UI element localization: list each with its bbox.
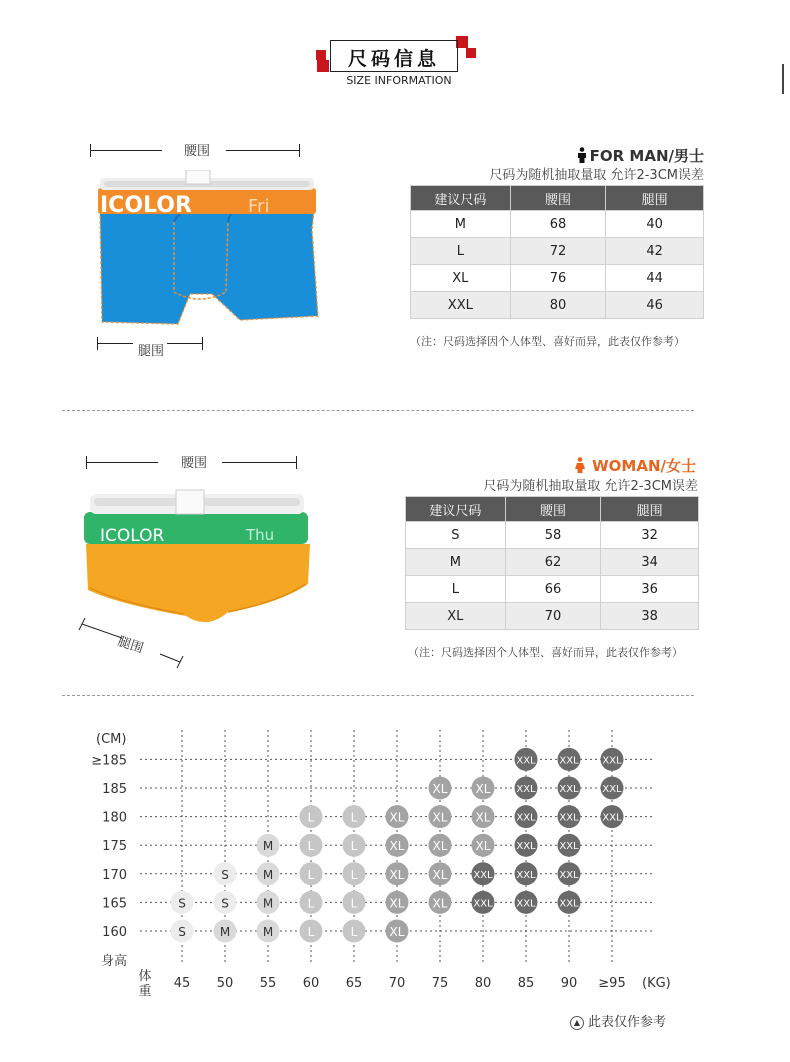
x-tick-label: 55 [259,976,277,991]
col-header-leg: 腿围 [606,186,704,211]
size-dot-label: S [221,896,229,911]
y-axis-label: 身高 [101,954,128,969]
divider [62,410,694,411]
size-dot-label: XL [389,867,405,882]
leg-label: 腿围 [115,634,146,657]
women-heading-text: WOMAN/女士 [592,457,696,475]
table-row [406,603,699,630]
size-dot-label: L [350,925,358,939]
cell-leg: 34 [601,549,699,576]
x-tick-label: 65 [345,976,363,991]
men-note: 尺码为随机抽取量取 允许2-3CM误差 [489,168,704,183]
size-dot-label: XXL [559,784,579,795]
size-dot-label: XL [475,782,491,796]
size-dot-label: XL [432,782,448,796]
y-tick-label: 180 [102,810,127,826]
women-size-table [405,496,699,630]
size-dot-label: M [219,925,231,939]
size-dot-label: XXL [559,898,579,910]
leg-label: 腿围 [138,344,165,359]
decor-square [317,60,329,72]
size-dot-label: XXL [516,812,536,824]
women-footnote: （注：尺码选择因个人体型、喜好而异，此表仅作参考） [408,646,683,659]
size-dot-label: XL [475,839,491,854]
men-boxer-image [90,170,326,330]
cell-size: M [411,211,511,238]
table-row [411,211,704,238]
size-dot-label: L [307,925,315,939]
size-dot-label: L [350,896,358,911]
x-unit-label: (KG) [642,976,671,991]
cell-leg: 32 [601,522,699,549]
size-dot-label: XXL [516,869,536,881]
size-dot-label: XL [475,810,491,825]
x-tick-label: 70 [388,976,406,991]
reference-note-text: 此表仅作参考 [588,1015,667,1030]
x-tick-label: ≥95 [598,976,626,991]
cell-waist: 72 [510,238,606,265]
x-tick-label: 75 [431,976,449,991]
table-row [406,522,699,549]
size-dot-label: XL [432,896,448,911]
size-dot-label: L [350,867,358,882]
cell-leg: 46 [606,292,704,319]
women-brand-text: ICOLOR [100,526,165,546]
divider [62,695,694,696]
size-dot-label: XXL [602,755,622,767]
x-axis-label: 体 [138,969,152,984]
reference-note [570,1011,666,1030]
size-chart [0,720,790,1010]
table-row [406,549,699,576]
col-header-waist: 腰围 [505,497,601,522]
size-dot-label: XL [389,925,405,939]
x-axis-label: 重 [138,984,152,999]
x-tick-label: 90 [560,976,578,991]
col-header-size: 建议尺码 [406,497,506,522]
col-header-size: 建议尺码 [411,186,511,211]
x-tick-label: 60 [302,976,320,991]
size-dot-label: XXL [602,784,622,795]
y-tick-label: 170 [102,867,127,883]
cell-waist: 70 [505,603,601,630]
x-tick-label: 45 [173,976,191,991]
table-row [411,238,704,265]
cell-leg: 36 [601,576,699,603]
table-row [411,292,704,319]
size-dot-label: XXL [516,784,536,795]
decor-square [466,48,476,58]
size-dot-label: L [307,810,315,825]
size-dot-label: XXL [559,755,579,767]
section-header [300,36,490,92]
cell-waist: 66 [505,576,601,603]
x-tick-label: 85 [517,976,535,991]
men-size-table [410,185,704,319]
size-dot-label: L [350,839,358,854]
men-heading-text: FOR MAN/男士 [589,147,704,165]
size-dot-label: S [221,867,229,882]
size-dot-label: L [307,839,315,854]
size-dot-label: XXL [473,869,493,881]
cell-leg: 42 [606,238,704,265]
size-dot-label: XXL [516,898,536,910]
women-brief-image [78,484,318,632]
cell-size: L [406,576,506,603]
size-dot-label: XL [389,896,405,911]
y-tick-label: 160 [102,925,127,940]
size-dot-label: XXL [473,898,493,910]
size-dot-label: XL [432,867,448,882]
cell-size: XXL [411,292,511,319]
waist-label: 腰围 [184,144,211,159]
size-dot-label: L [307,896,315,911]
cell-leg: 40 [606,211,704,238]
women-day-text: Thu [246,526,275,544]
page-title: 尺码信息 [347,48,440,70]
cell-waist: 76 [510,265,606,292]
cell-size: XL [411,265,511,292]
cell-waist: 62 [505,549,601,576]
cell-leg: 38 [601,603,699,630]
size-dot-label: L [307,867,315,882]
cell-size: M [406,549,506,576]
size-dot-label: XL [389,810,405,825]
size-dot-label: M [262,925,274,939]
y-tick-label: ≥185 [91,753,127,769]
cell-size: L [411,238,511,265]
men-brand-text: ICOLOR [100,193,192,218]
cell-waist: 68 [510,211,606,238]
col-header-waist: 腰围 [510,186,606,211]
table-row [406,576,699,603]
table-row [411,265,704,292]
y-tick-label: 185 [102,782,127,797]
men-footnote: （注：尺码选择因个人体型、喜好而异，此表仅作参考） [410,335,685,348]
cell-size: XL [406,603,506,630]
size-dot-label: S [178,925,186,939]
size-dot-label: M [262,839,274,854]
size-dot-label: M [262,867,274,882]
size-dot-label: XXL [516,841,536,853]
women-note: 尺码为随机抽取量取 允许2-3CM误差 [483,479,698,494]
x-tick-label: 50 [216,976,234,991]
size-dot-label: XXL [559,812,579,824]
size-dot-label: XL [389,839,405,854]
size-dot-label: M [262,896,274,911]
cell-waist: 58 [505,522,601,549]
size-dot-label: XL [432,839,448,854]
cell-size: S [406,522,506,549]
y-unit-label: (CM) [96,732,127,747]
men-day-text: Fri [248,196,270,217]
size-dot-label: XL [432,810,448,825]
edge-mark [782,64,784,94]
y-tick-label: 165 [102,896,127,912]
cell-waist: 80 [510,292,606,319]
women-heading [500,455,696,477]
woman-icon [574,457,586,477]
size-dot-label: XXL [559,869,579,881]
up-arrow-icon: ▲ [570,1016,584,1030]
size-dot-label: S [178,896,186,911]
y-tick-label: 175 [102,839,127,855]
cell-leg: 44 [606,265,704,292]
waist-label: 腰围 [181,456,208,471]
size-dot-label: XXL [602,812,622,824]
size-dot-label: L [350,810,358,825]
page-subtitle: SIZE INFORMATION [346,74,452,87]
size-dot-label: XXL [559,841,579,853]
x-tick-label: 80 [474,976,492,991]
size-dot-label: XXL [516,755,536,767]
decor-square [316,50,326,60]
col-header-leg: 腿围 [601,497,699,522]
